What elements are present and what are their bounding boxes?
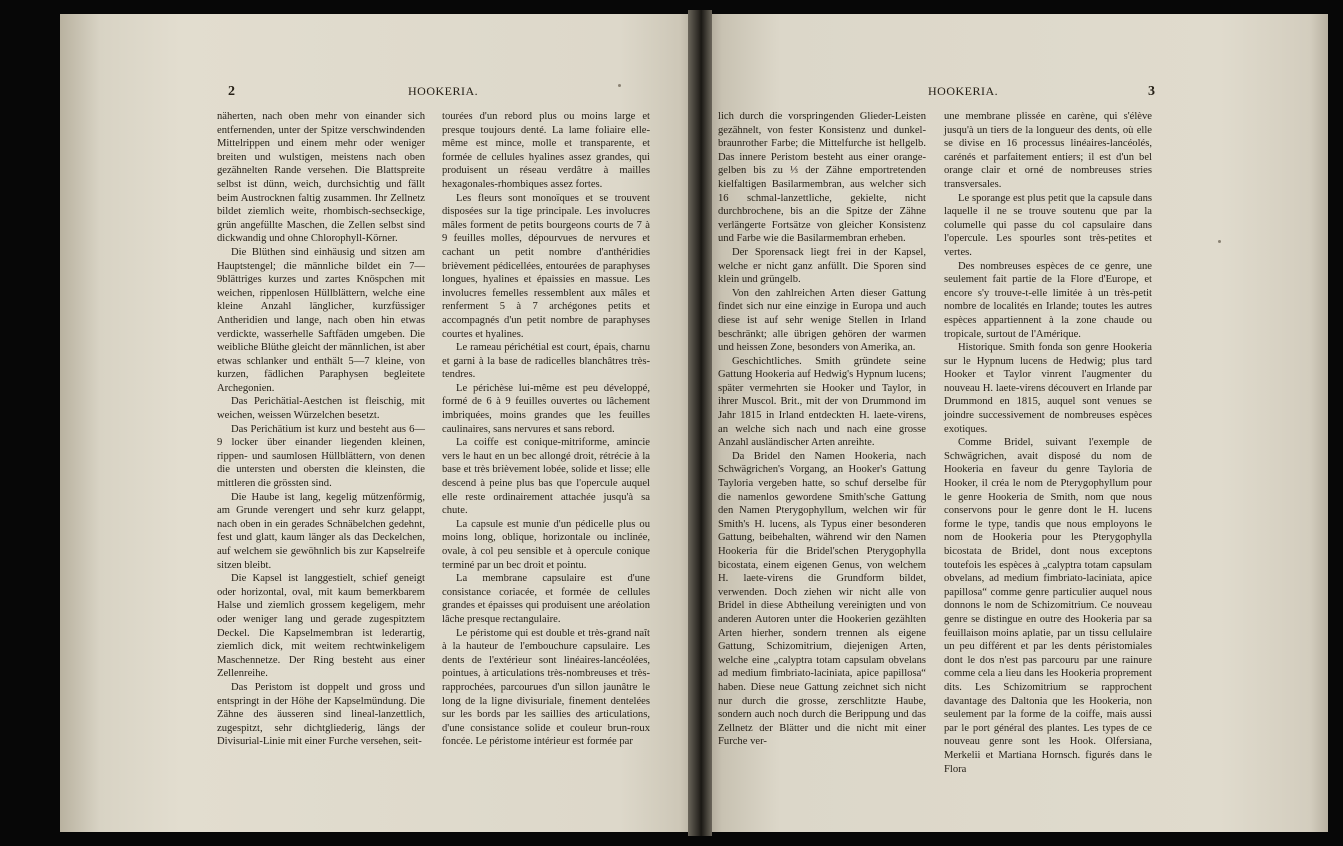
- paragraph: Le périchèse lui-même est peu développé, formé de 6 à 9 feuilles ouvertes ou lâchement imbriquées, moins grandes que les feuilles caulinaires, sans nervures et sans rebord.: [442, 382, 650, 435]
- paragraph: La coiffe est conique-mitriforme, amincie vers le haut en un bec allongé droit, rétrécie à la base et très brièvement lobée, solide et lisse; elle descend à peine plus bas que l'opercule auquel elle reste ordinairement attachée jusqu'à sa chute.: [442, 437, 650, 517]
- text-column-french-right: [944, 110, 1152, 776]
- paragraph: Da Bridel den Namen Hookeria, nach Schwägrichen's Vorgang, an Hooker's Gattung Tayloria vergeben hatte, so schuf derselbe für die namenlos gewordene Smith'sche Gattung den Namen Pterygophyllum, welchen wir für Smith's H. lucens, als Typus einer besonderen Gattung, beibehalten, während wir den Namen Hookeria für die Bridel'schen Pterygophylla bicostata, einem eigenen Genus, von welchem H. laete-virens die Grundform bildet, verwenden. Doch ziehen wir nicht alle von Bridel in diese Abtheilung vereinigten und von anderen Autoren unter die Hookerien gezählten Arten hierher, sondern trennen als eigene Gattung, Schizomitrium, diejenigen Arten, welche eine „calyptra totam capsulam obvelans ad medium fimbriato-laciniata, apice papillosa“ haben. Diese neue Gattung zeichnet sich nicht nur durch die grosse, zerschlitzte Haube, sondern auch noch durch die Berippung und das Zellnetz der Blätter und die nicht mit einer Furche ver-: [718, 450, 926, 748]
- paragraph: Das Perichätium ist kurz und besteht aus 6—9 locker über einander liegenden kleinen, rippen- und saumlosen Hüllblättern, von denen die untersten und obersten die kleinsten, die mittleren die grössten sind.: [217, 423, 425, 490]
- left-running-head: HOOKERIA.: [408, 84, 479, 98]
- paragraph: tourées d'un rebord plus ou moins large et presque toujours denté. La lame foliaire elle-même est mince, molle et transparente, et formée de cellules hyalines assez grandes, qui produisent un réseau verdâtre à mailles hexagonales-rhombiques assez fortes.: [442, 111, 650, 190]
- book-gutter: [688, 10, 712, 836]
- paragraph: Historique. Smith fonda son genre Hookeria sur le Hypnum lucens de Hedwig; plus tard Hooker et Taylor vinrent l'augmenter du nouveau H. laete-virens découvert en Irlande par Drummond en 1815, auquel sont venues se joindre successivement de nombreuses espèces exotiques.: [944, 342, 1152, 435]
- paragraph: La capsule est munie d'un pédicelle plus ou moins long, oblique, horizontale ou inclinée, ovale, à col peu sensible et à opercule conique terminé par un bec droit et pointu.: [442, 518, 650, 571]
- paragraph: Das Peristom ist doppelt und gross und entspringt in der Höhe der Kapselmündung. Die Zähne des äusseren sind lineal-lanzettlich, zugespitzt, sehr dichtgliederig, längs der Divisurial-Linie mit einer Furche versehen, seit-: [217, 681, 425, 748]
- paragraph: Die Haube ist lang, kegelig mützenförmig, am Grunde verengert und sehr kurz gelappt, nach oben in ein gerades Schnäbelchen gedehnt, fest und glatt, kaum länger als das Deckelchen, auf welchem sie gewöhnlich bis zur Kapselreife sitzen bleibt.: [217, 491, 425, 571]
- paragraph: Geschichtliches. Smith gründete seine Gattung Hookeria auf Hedwig's Hypnum lucens; später vermehrten sie Hooker und Taylor, in ihrer Muscol. Brit., mit der von Drummond im Jahr 1815 in Irland entdeckten H. laete-virens, an welche sich nach und nach eine grosse Anzahl ausländischer Arten anreihte.: [718, 355, 926, 449]
- paragraph: Des nombreuses espèces de ce genre, une seulement fait partie de la Flore d'Europe, et encore s'y trouve-t-elle limitée à un très-petit nombre de localités en Irlande; toutes les autres espèces appartiennent à la zone chaude ou tropicale, surtout de l'Amérique.: [944, 260, 1152, 340]
- paper-spot: [618, 84, 621, 87]
- right-running-head: HOOKERIA.: [928, 84, 999, 98]
- paragraph: näherten, nach oben mehr von einander sich entfernenden, unter der Spitze verschwindenden Mittelrippen und einem mehr oder weniger breiten und wulstigen, meistens nach oben gezähnelten Rande versehen. Die Blattspreite selbst ist dünn, weich, durchsichtig und fällt beim Austrocknen faltig zusammen. Ihr Zellnetz bildet ziemlich weite, rhombisch-sechseckige, grün angefüllte Maschen, die Zellen selbst sind dickwandig und ohne Chlorophyll-Körner.: [217, 111, 425, 245]
- paragraph: Der Sporensack liegt frei in der Kapsel, welche er nicht ganz anfüllt. Die Sporen sind klein und grüngelb.: [718, 246, 926, 286]
- paragraph: Von den zahlreichen Arten dieser Gattung findet sich nur eine einzige in Europa und auch diese ist auf sehr wenige Stellen in Irland beschränkt; alle übrigen gehören der warmen und heissen Zone, besonders von Amerika, an.: [718, 287, 926, 354]
- paragraph: Les fleurs sont monoïques et se trouvent disposées sur la tige principale. Les involucres mâles forment de petits bourgeons courts de 7 à 9 feuilles molles, dépourvues de nervures et cachant un petit nombre d'anthéridies brièvement pédicellées, entourées de paraphyses longues, hyalines et épaissies en massue. Les involucres femelles ressemblent aux mâles et renferment 5 à 7 archégones petits et accompagnés d'un petit nombre de paraphyses courtes et hyalines.: [442, 192, 650, 340]
- paragraph: Das Perichätial-Aestchen ist fleischig, mit weichen, weissen Würzelchen besetzt.: [217, 396, 425, 422]
- paper-spot: [1218, 240, 1221, 243]
- paragraph: une membrane plissée en carène, qui s'élève jusqu'à un tiers de la longueur des dents, où elle se divise en 16 processus linéaires-lancéolés, carénés et parfaitement entiers; il est d'un bel orange clair et orné de nombreuses stries transversales.: [944, 111, 1152, 190]
- paragraph: Le sporange est plus petit que la capsule dans laquelle il ne se trouve soutenu que par la columelle qui passe du col capsulaire dans l'opercule. Les spourles sont très-petites et vertes.: [944, 192, 1152, 258]
- paragraph: La membrane capsulaire est d'une consistance coriacée, et formée de cellules grandes et épaisses qui produisent une aréolation lâche presque rectangulaire.: [442, 573, 650, 625]
- right-page-number: 3: [1148, 84, 1156, 99]
- text-column-german-right: [718, 110, 926, 749]
- left-page-number: 2: [228, 84, 236, 99]
- text-column-german-left: [217, 110, 425, 749]
- paragraph: lich durch die vorspringenden Glieder-Leisten gezähnelt, von fester Konsistenz und dunkel-braunrother Farbe; die Mittelfurche ist hellgelb. Das innere Peristom besteht aus einer orange-gelben bis zu ⅓ der Zähne emportretenden kielfaltigen Basilarmembran, aus welcher sich 16 schmal-lanzettliche, gekielte, nicht durchbrochene, bis an die Spitze der Zähne verlängerte Fortsätze von gleicher Konsistenz und Farbe wie die Basilarmembran erheben.: [718, 111, 926, 245]
- text-column-french-left: [442, 110, 650, 749]
- paragraph: Comme Bridel, suivant l'exemple de Schwägrichen, avait disposé du nom de Hookeria en faveur du genre Tayloria de Hooker, il créa le nom de Pterygophyllum pour le genre Hookeria de Smith, nom que nous conservons pour le genre dont le H. lucens forme le type, tandis que nous employons le nom de Hookeria pour les Pterygophylla bicostata de Bridel, dont nous exceptons toutefois les espèces à „calyptra totam capsulam obvelans, ad medium fimbriato-laciniata, apice papillosa“ comme genre particulier auquel nous donnons le nom de Schizomitrium. Ce nouveau genre se distingue en outre des Hookeria par sa feuillaison moins aplatie, par un tissu cellulaire un peu différent et par les dents péristomiales dont le dos n'est pas parcouru par une rainure comme cela a lieu dans les Hookeria proprement dits. Les Schizomitrium se rapprochent davantage des Daltonia que les Hookeria, non seulement par la forme de la coiffe, mais aussi par le port général des plantes. Les types de ce nouveau genre sont les Hook. Olfersiana, Merkelii et Martiana Hornsch. figurés dans le Flora: [944, 437, 1152, 775]
- paragraph: Le péristome qui est double et très-grand naît à la hauteur de l'embouchure capsulaire. Les dents de l'extérieur sont linéaires-lancéolées, pointues, à articulations très-nombreuses et très-rapprochées, parcourues d'un sillon jaunâtre le long de la ligne divisuriale, finement dentelées sur les bords par les saillies des articulations, d'une consistance solide et couleur brun-roux foncée. Le péristome intérieur est formée par: [442, 627, 650, 748]
- paragraph: Die Kapsel ist langgestielt, schief geneigt oder horizontal, oval, mit kaum bemerkbarem Halse und ziemlich grossem kegeligem, mehr oder weniger lang und gerade zugespitztem Deckel. Die Kapselmembran ist lederartig, ziemlich dick, mit weitem rechtwinkeligem Maschennetze. Der Ring besteht aus einer Zellenreihe.: [217, 573, 425, 680]
- paragraph: Le rameau périchétial est court, épais, charnu et garni à la base de radicelles blanchâtres très-tendres.: [442, 342, 650, 381]
- paragraph: Die Blüthen sind einhäusig und sitzen am Hauptstengel; die männliche bildet ein 7—9blättriges kurzes und zartes Knöspchen mit weichen, rippenlosen Hüllblättern, welche eine kleine Anzahl länglicher, kurzfüssiger Antheridien und lange, nach oben hin etwas verdickte, wasserhelle Saftfäden umgeben. Die weibliche Blüthe gleicht der männlichen, ist aber etwas schlanker und enthält 5—7 kleine, von kurzen, fädlichen Paraphysen begleitete Archegonien.: [217, 246, 425, 394]
